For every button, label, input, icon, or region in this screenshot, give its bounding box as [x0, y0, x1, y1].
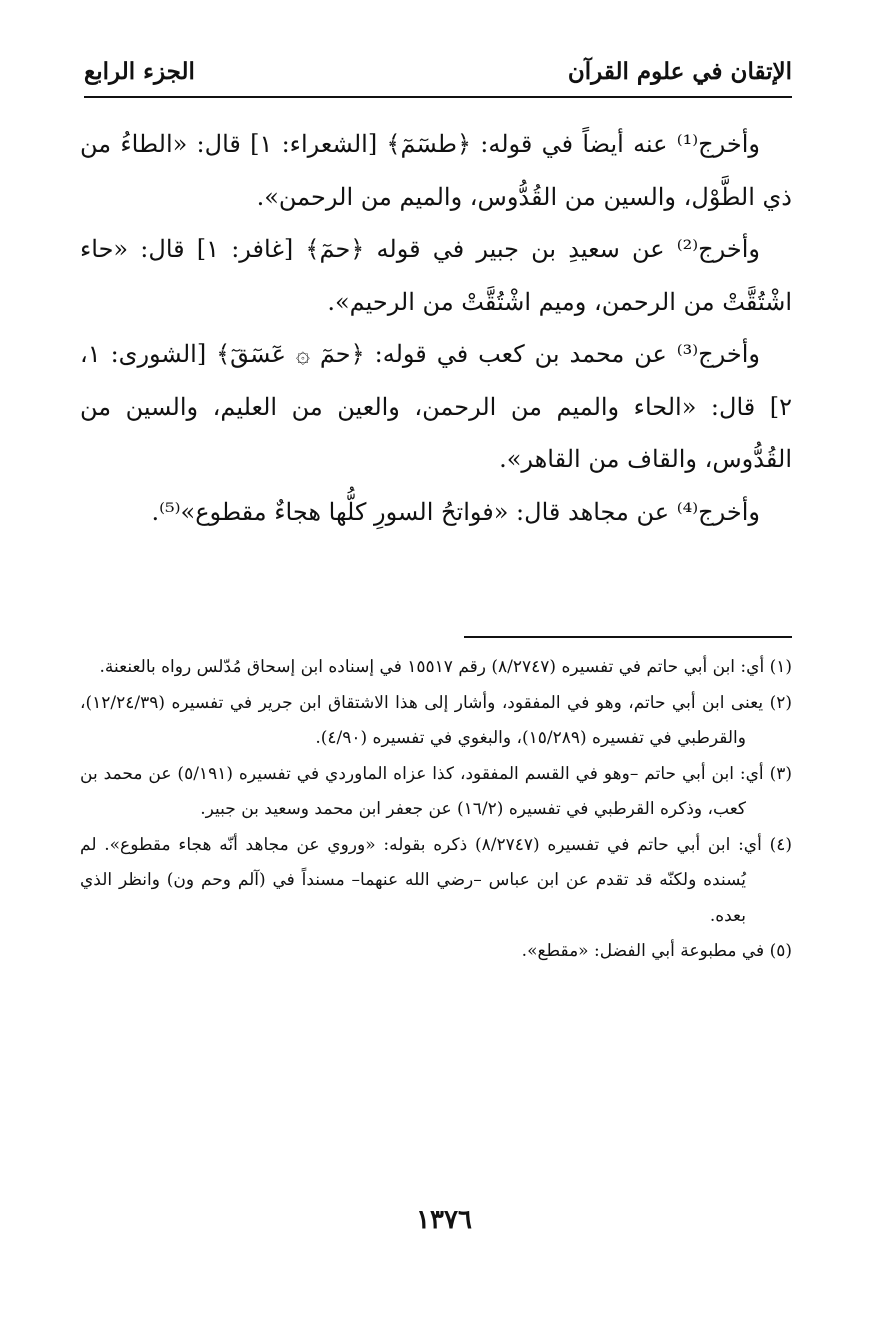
page-number: ١٣٧٦	[416, 1205, 472, 1235]
running-header	[84, 50, 792, 98]
book-title: الإتقان في علوم القرآن	[567, 58, 792, 85]
footnotes	[80, 650, 792, 970]
footnote-1: (١) أي: ابن أبي حاتم في تفسيره (٨/٢٧٤٧) رقم ١٥٥١٧ في إسناده ابن إسحاق مُدّلس رواه بالعنعنة.	[99, 657, 792, 677]
footnote-4: (٤) أي: ابن أبي حاتم في تفسيره (٨/٢٧٤٧) ذكره بقوله: «وروي عن مجاهد أنّه هجاء مقطوع». لم يُسنده ولكنّه قد تقدم عن ابن عباس –رضي الله عنهما– مسنداً في (آلم وحم ون) وانظر الذي بعده.	[80, 834, 792, 926]
part-label: الجزء الرابع	[84, 58, 195, 85]
paragraph: وأخرج⁽¹⁾ عنه أيضاً في قوله: ﴿طسٓمٓ﴾ [الشعراء: ١] قال: «الطاءُ من ذي الطَّوْل، والسين من القُدُّوس، والميم من الرحمن».	[80, 130, 792, 211]
footnote-5: (٥) في مطبوعة أبي الفضل: «مقطع».	[521, 941, 792, 961]
footnote-3: (٣) أي: ابن أبي حاتم –وهو في القسم المفقود، كذا عزاه الماوردي في تفسيره (٥/١٩١) عن محمد بن كعب، وذكره القرطبي في تفسيره (١٦/٢) عن جعفر ابن محمد وسعيد بن جبير.	[80, 763, 792, 819]
main-text	[80, 118, 792, 538]
paragraph: وأخرج⁽²⁾ عن سعيدِ بن جبير في قوله ﴿حمٓ﴾ [غافر: ١] قال: «حاء اشْتُقَّتْ من الرحمن، وميم اشْتُقَّتْ من الرحيم».	[80, 235, 792, 316]
footnote-divider	[464, 636, 792, 638]
paragraph: وأخرج⁽³⁾ عن محمد بن كعب في قوله: ﴿حمٓ ۞ عٓسٓقٓ﴾ [الشورى: ١، ٢] قال: «الحاء والميم من الرحمن، والعين من العليم، والسين من القُدُّوس، والقاف من القاهر».	[80, 340, 792, 473]
paragraph: وأخرج⁽⁴⁾ عن مجاهد قال: «فواتحُ السورِ كلُّها هجاءٌ مقطوع»⁽⁵⁾.	[151, 497, 760, 526]
footnote-2: (٢) يعنى ابن أبي حاتم، وهو في المفقود، وأشار إلى هذا الاشتقاق ابن جرير في تفسيره (١٢/٢٤/٣٩)، والقرطبي في تفسيره (١٥/٢٨٩)، والبغوي في تفسيره (٤/٩٠).	[80, 692, 792, 748]
